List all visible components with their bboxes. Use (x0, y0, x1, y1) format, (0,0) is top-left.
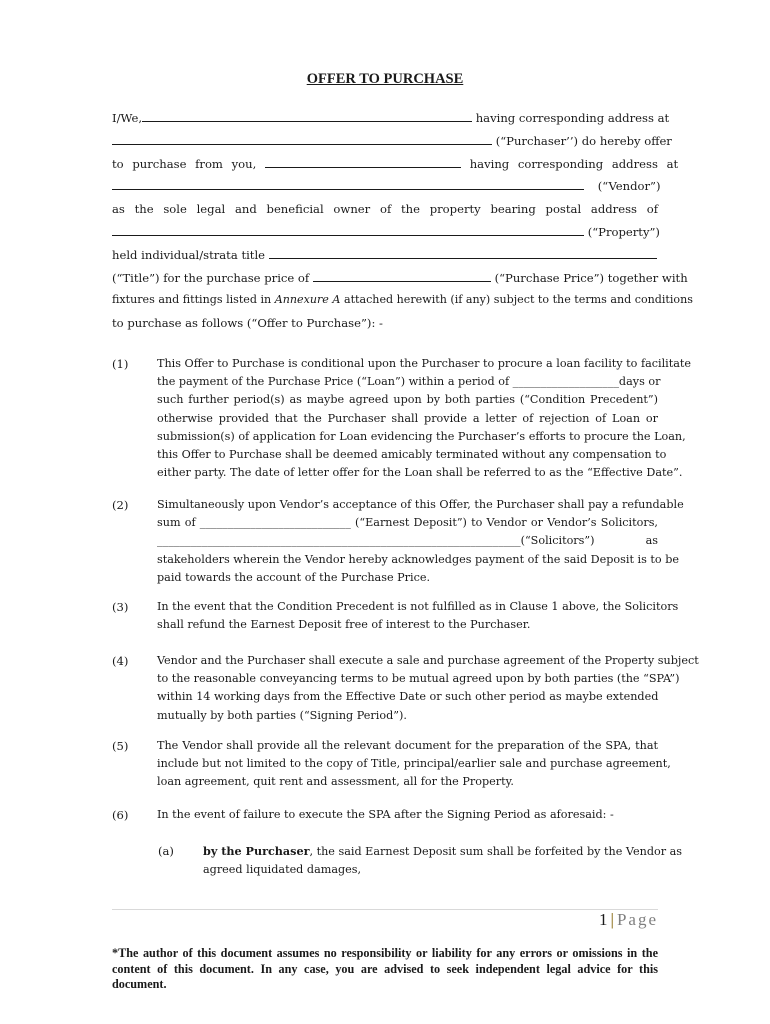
clause-number: (2) (112, 498, 129, 512)
subclause-a (158, 842, 683, 879)
clause-line: this Offer to Purchase shall be deemed amicably terminated without any compensation to (157, 448, 667, 462)
clause-line: This Offer to Purchase is conditional upon the Purchaser to procure a loan facility to facilitate (157, 357, 692, 370)
intro-text: (“Vendor”) (597, 179, 661, 194)
clause-line: shall refund the Earnest Deposit free of interest to the Purchaser. (157, 618, 531, 632)
clause-line: The Vendor shall provide all the relevant document for the preparation of the SPA, that (157, 739, 658, 752)
subclause-bold: by the Purchaser (203, 844, 310, 858)
intro-line-4 (112, 175, 661, 198)
subclause-line: agreed liquidated damages, (203, 863, 362, 877)
clause-line: such further period(s) as maybe agreed upon by both parties (“Condition Precedent”) (157, 393, 658, 407)
intro-text: held individual/strata title (112, 247, 266, 262)
clause-line: sum of ___________________________ (“Earnest Deposit”) to Vendor or Vendor’s Solicitors, (157, 516, 658, 530)
vendor-name-blank (265, 154, 461, 168)
clause-1 (112, 355, 692, 482)
intro-text: (“Property”) (587, 224, 660, 239)
clause-line: stakeholders wherein the Vendor hereby acknowledges payment of the said Deposit is to be (157, 552, 679, 566)
page-separator: | (610, 910, 614, 929)
clause-line: otherwise provided that the Purchaser shall provide a letter of rejection of Loan or (157, 411, 658, 425)
subclause-body (203, 842, 683, 879)
annexure-reference: Annexure A (274, 293, 341, 307)
vendor-address-blank (112, 176, 584, 190)
clause-number: (5) (112, 739, 129, 753)
intro-text: to purchase from you, (112, 156, 257, 171)
clause-body (157, 355, 692, 482)
clause-line: the payment of the Purchase Price (“Loan”) within a period of ___________________days or (157, 375, 661, 389)
clause-body (157, 496, 684, 587)
intro-line-2 (112, 130, 672, 153)
document-title: OFFER TO PURCHASE (306, 71, 464, 87)
clause-number: (1) (112, 357, 129, 371)
intro-line-8 (112, 267, 688, 290)
intro-paragraph (112, 107, 693, 335)
intro-text: I/We, (112, 111, 143, 125)
clause-line: In the event that the Condition Precedent is not fulfilled as in Clause 1 above, the Solicitors (157, 600, 679, 613)
intro-text: having corresponding address at (469, 156, 679, 171)
clause-4 (112, 652, 699, 725)
clause-line: Simultaneously upon Vendor’s acceptance of this Offer, the Purchaser shall pay a refundable (157, 498, 684, 511)
purchaser-name-blank (142, 108, 472, 122)
clause-line: submission(s) of application for Loan evidencing the Purchaser’s efforts to procure the Loan, (157, 429, 686, 443)
page-label: Page (616, 910, 658, 929)
intro-line-7 (112, 244, 658, 267)
clause-line: _________________________________________________________________(“Solicitors”) as (157, 534, 658, 548)
clause-body (157, 806, 658, 824)
disclaimer: *The author of this document assumes no responsibility or liability for any errors or omissions in the content of this document. In any case, you are advised to seek independent legal advice for this document. (112, 946, 658, 991)
clause-number: (3) (112, 600, 129, 614)
intro-text: (“Purchase Price”) together with (494, 270, 688, 285)
clause-line: within 14 working days from the Effective Date or such other period as maybe extended (157, 690, 659, 704)
clause-line: include but not limited to the copy of Title, principal/earlier sale and purchase agreement, (157, 757, 671, 771)
intro-text: having corresponding address at (475, 111, 670, 125)
page-number-value: 1 (599, 910, 608, 929)
intro-line-9 (112, 289, 693, 312)
clause-line: loan agreement, quit rent and assessment, all for the Property. (157, 775, 514, 789)
title-blank (269, 245, 657, 259)
clause-line: either party. The date of letter offer for the Loan shall be referred to as the “Effective Date”. (157, 466, 683, 480)
footer-divider (112, 909, 658, 910)
clause-body (157, 652, 699, 725)
clause-body (157, 598, 679, 634)
intro-text: (“Title”) for the purchase price of (112, 270, 310, 285)
clause-6 (112, 806, 658, 824)
page-number (599, 910, 658, 930)
subclause-number: (a) (158, 844, 174, 858)
clause-line: Vendor and the Purchaser shall execute a sale and purchase agreement of the Property subject (157, 654, 699, 667)
subclause-text: , the said Earnest Deposit sum shall be forfeited by the Vendor as (309, 845, 683, 858)
intro-line-6 (112, 221, 658, 244)
purchaser-address-blank (112, 131, 492, 145)
clause-number: (6) (112, 808, 129, 822)
intro-line-5: as the sole legal and beneficial owner of the property bearing postal address of (112, 202, 658, 217)
clause-number: (4) (112, 654, 129, 668)
intro-line-1 (112, 107, 670, 130)
intro-line-3 (112, 153, 679, 176)
clause-line: In the event of failure to execute the SPA after the Signing Period as aforesaid: - (157, 808, 614, 821)
clause-3 (112, 598, 679, 634)
clause-line: to the reasonable conveyancing terms to be mutual agreed upon by both parties (the “SPA”) (157, 672, 680, 686)
clause-5 (112, 737, 671, 792)
purchase-price-blank (313, 268, 491, 282)
property-address-blank (112, 222, 584, 236)
intro-text: attached herewith (if any) subject to the terms and conditions (343, 293, 693, 307)
clause-line: paid towards the account of the Purchase Price. (157, 570, 431, 584)
intro-text: fixtures and fittings listed in (112, 293, 272, 307)
clause-2 (112, 496, 684, 587)
clause-body (157, 737, 671, 792)
subclause-line (203, 842, 683, 861)
clause-line: mutually by both parties (“Signing Period”). (157, 708, 407, 722)
intro-text: (“Purchaser’’) do hereby offer (495, 133, 672, 148)
intro-line-10: to purchase as follows (“Offer to Purchase”): - (112, 316, 383, 331)
